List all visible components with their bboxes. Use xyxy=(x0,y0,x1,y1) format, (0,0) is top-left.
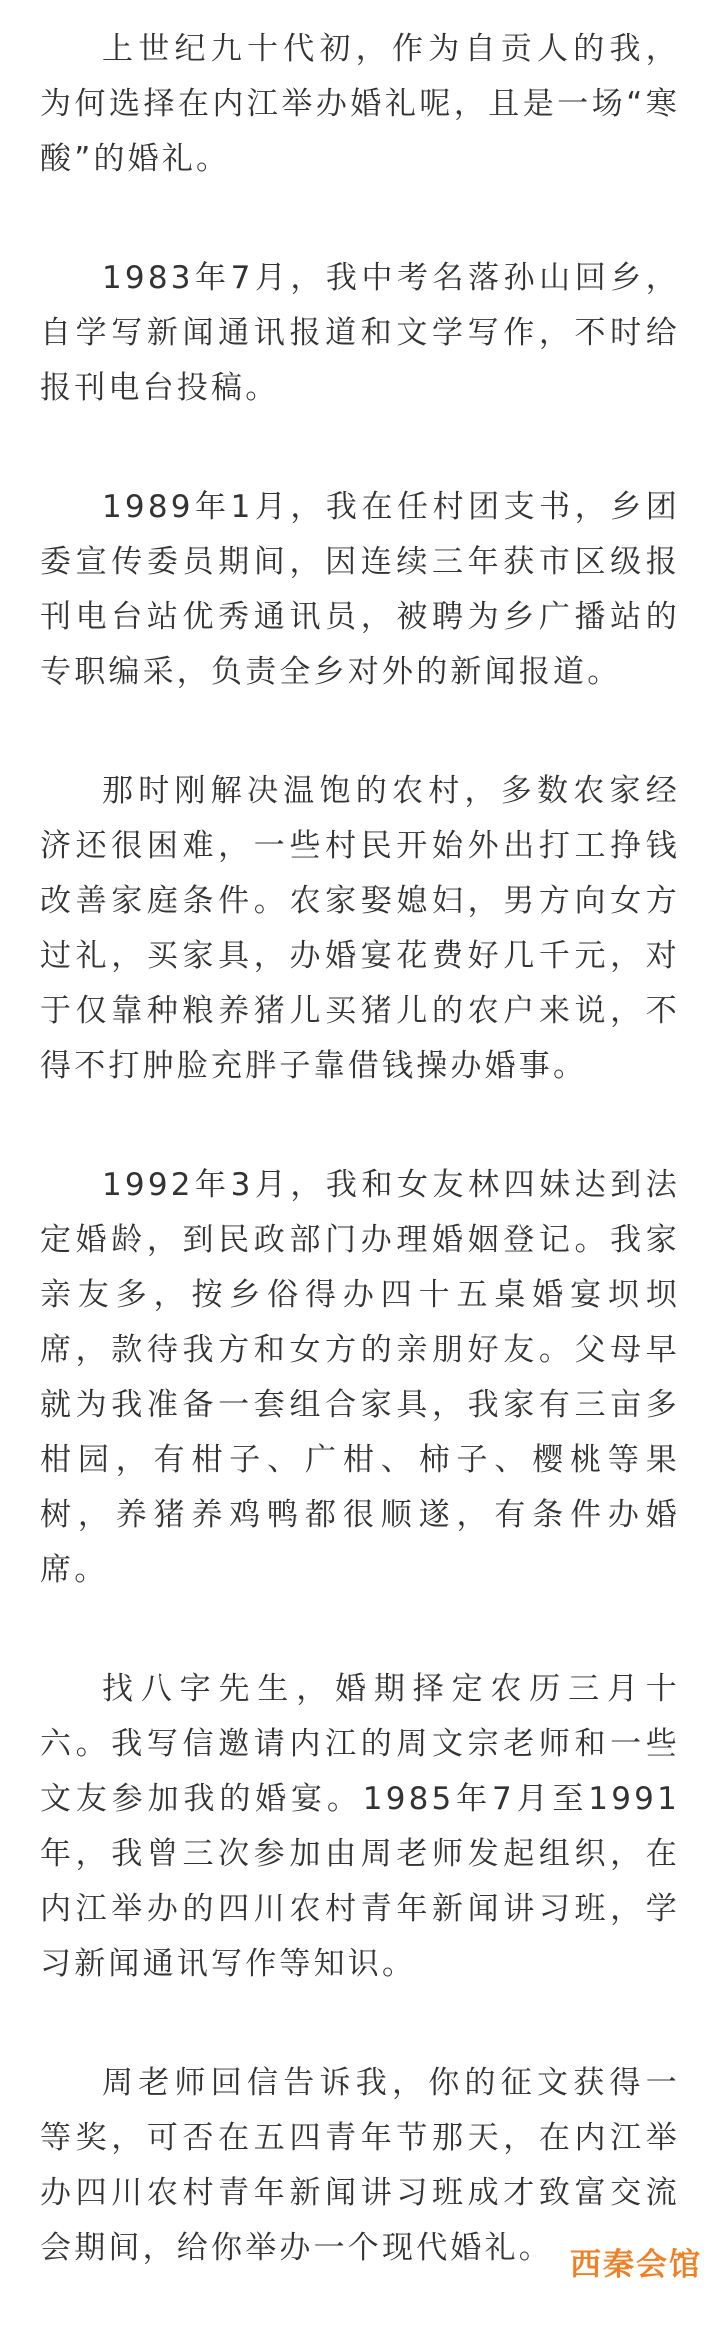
article-paragraph-1: 上世纪九十代初，作为自贡人的我，为何选择在内江举办婚礼呢，且是一场“寒酸”的婚礼。 xyxy=(40,31,680,177)
article-paragraph-7: 周老师回信告诉我，你的征文获得一等奖，可否在五四青年节那天，在内江举办四川农村青年新闻讲习班成才致富交流会期间，给你举办一个现代婚礼。 xyxy=(40,2065,680,2266)
article-paragraph-2: 1983年7月，我中考名落孙山回乡，自学写新闻通讯报道和文学写作，不时给报刊电台投稿。 xyxy=(40,260,680,406)
article-paragraph-4: 那时刚解决温饱的农村，多数农家经济还很困难，一些村民开始外出打工挣钱改善家庭条件。农家娶媳妇，男方向女方过礼，买家具，办婚宴花费好几千元，对于仅靠种粮养猪儿买猪儿的农户来说，不得不打肿脸充胖子靠借钱操办婚事。 xyxy=(40,773,680,1084)
article-paragraph-3: 1989年1月，我在任村团支书，乡团委宣传委员期间，因连续三年获市区级报刊电台站优秀通讯员，被聘为乡广播站的专职编采，负责全乡对外的新闻报道。 xyxy=(40,489,680,690)
article-paragraph-5: 1992年3月，我和女友林四妹达到法定婚龄，到民政部门办理婚姻登记。我家亲友多，按乡俗得办四十五桌婚宴坝坝席，款待我方和女方的亲朋好友。父母早就为我准备一套组合家具，我家有三亩多柑园，有柑子、广柑、柿子、樱桃等果树，养猪养鸡鸭都很顺遂，有条件办婚席。 xyxy=(40,1167,680,1588)
article-paragraph-6: 找八字先生，婚期择定农历三月十六。我写信邀请内江的周文宗老师和一些文友参加我的婚宴。1985年7月至1991年，我曾三次参加由周老师发起组织，在内江举办的四川农村青年新闻讲习班，学习新闻通讯写作等知识。 xyxy=(40,1671,680,1982)
site-watermark-logo: 西秦会馆 xyxy=(570,2247,702,2283)
